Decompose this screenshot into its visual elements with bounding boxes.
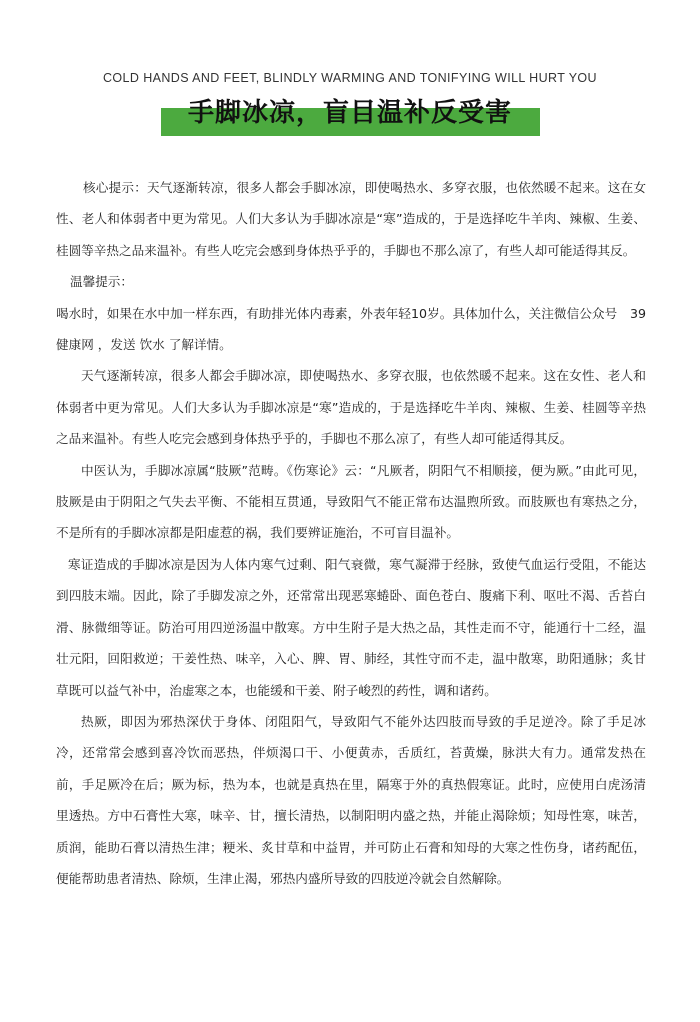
body-paragraph: 热厥，即因为邪热深伏于身体、闭阻阳气，导致阳气不能外达四肢而导致的手足逆冷。除了手足冰冷，还常常会感到喜冷饮而恶热，伴烦渴口干、小便黄赤，舌质红，苔黄燥，脉洪大有力。通常发热在前，手足厥冷在后；厥为标，热为本，也就是真热在里，隔寒于外的真热假寒证。此时，应使用白虎汤清里透热。方中石膏性大寒，味辛、甘，擅长清热，以制阳明内盛之热，并能止渴除烦；知母性寒，味苦，质润，能助石膏以清热生津；粳米、炙甘草和中益胃，并可防止石膏和知母的大寒之性伤身，诸药配伍，便能帮助患者清热、除烦，生津止渴，邪热内盛所导致的四肢逆冷就会自然解除。 xyxy=(56,713,646,886)
tip-text-paragraph: 喝水时，如果在水中加一样东西，有助排光体内毒素，外表年轻10岁。具体加什么，关注微信公众号 39健康网 ，发送 饮水 了解详情。 xyxy=(56,305,646,353)
article-body xyxy=(56,172,646,894)
body-paragraph: 寒证造成的手脚冰凉是因为人体内寒气过剩、阳气衰微，寒气凝滞于经脉，致使气血运行受阻，不能达到四肢末端。因此，除了手脚发凉之外，还常常出现恶寒蜷卧、面色苍白、腹痛下利、呕吐不渴、舌苔白滑、脉微细等证。防治可用四逆汤温中散寒。方中生附子是大热之品，其性走而不守，能通行十二经，温壮元阳，回阳救逆；干姜性热、味辛，入心、脾、胃、肺经，其性守而不走，温中散寒，助阳通脉；炙甘草既可以益气补中，治虚寒之本，也能缓和干姜、附子峻烈的药性，调和诸药。 xyxy=(56,556,646,698)
body-paragraph: 中医认为，手脚冰凉属“肢厥”范畴。《伤寒论》云：“凡厥者，阴阳气不相顺接，便为厥。”由此可见，肢厥是由于阴阳之气失去平衡、不能相互贯通，导致阳气不能正常布达温煦所致。而肢厥也有寒热之分，不是所有的手脚冰凉都是阳虚惹的祸，我们要辨证施治，不可盲目温补。 xyxy=(56,462,646,541)
tip-label: 温馨提示： xyxy=(70,274,133,290)
body-paragraph: 天气逐渐转凉，很多人都会手脚冰凉，即使喝热水、多穿衣服，也依然暖不起来。这在女性、老人和体弱者中更为常见。人们大多认为手脚冰凉是“寒”造成的，于是选择吃牛羊肉、辣椒、生姜、桂圆等辛热之品来温补。有些人吃完会感到身体热乎乎的，手脚也不那么凉了，有些人却可能适得其反。 xyxy=(56,368,646,447)
article-title: 手脚冰凉，盲目温补反受害 xyxy=(187,98,512,128)
core-summary-paragraph: 核心提示：天气逐渐转凉，很多人都会手脚冰凉，即使喝热水、多穿衣服，也依然暖不起来。这在女性、老人和体弱者中更为常见。人们大多认为手脚冰凉是“寒”造成的，于是选择吃牛羊肉、辣椒、生姜、桂圆等辛热之品来温补。有些人吃完会感到身体热乎乎的，手脚也不那么凉了，有些人却可能适得其反。 xyxy=(56,180,646,258)
english-subtitle: COLD HANDS AND FEET, BLINDLY WARMING AND TONIFYING WILL HURT YOU xyxy=(103,71,597,85)
